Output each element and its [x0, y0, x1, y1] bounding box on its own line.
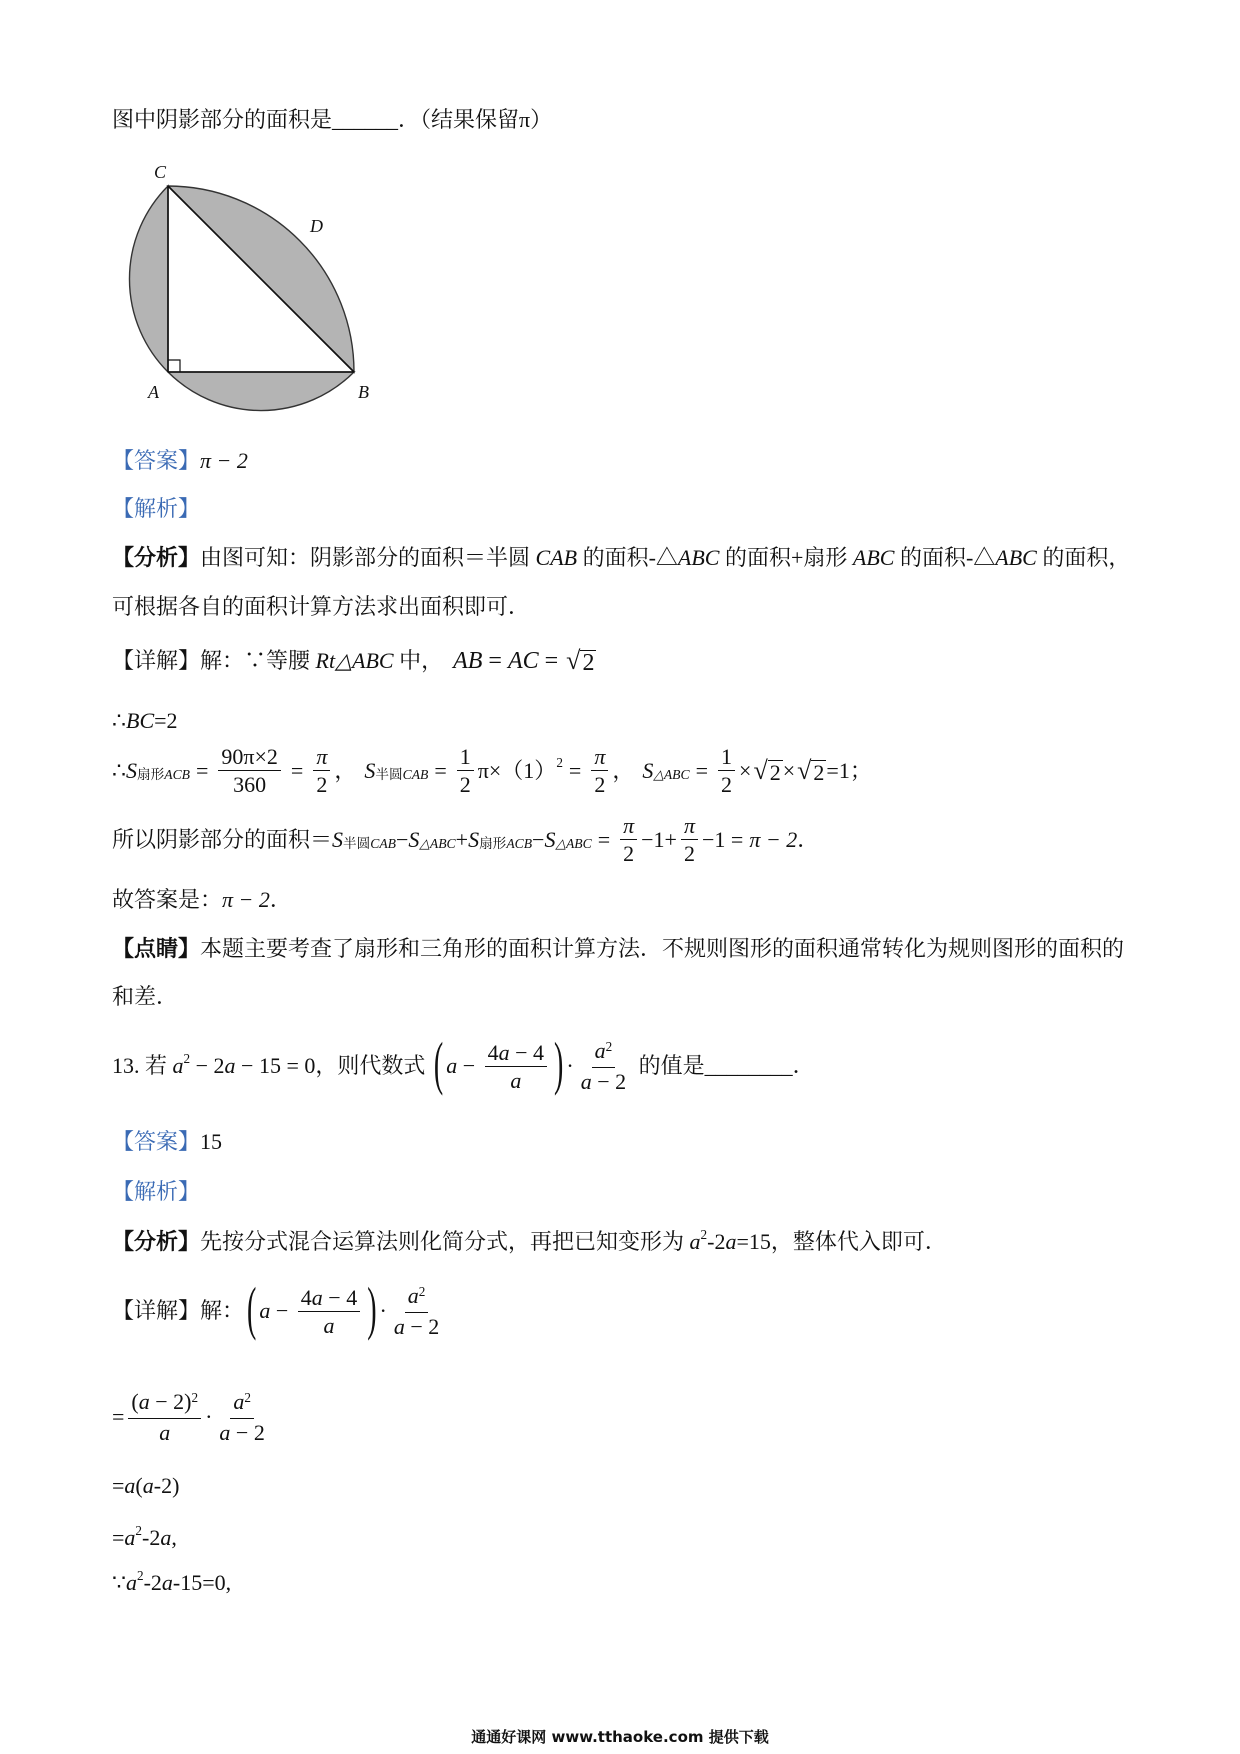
fenxi-text: 的面积+扇形	[719, 545, 853, 570]
dot-operator: ·	[566, 1053, 574, 1078]
exponent: 2	[183, 1050, 191, 1066]
math-text: (	[135, 1473, 143, 1498]
area-subscript: CAB	[370, 835, 396, 851]
math-var: ABC	[852, 545, 895, 570]
radical-sign: √	[797, 755, 812, 785]
math-var: a	[498, 1039, 510, 1065]
dianjing-tag: 【点睛】	[112, 936, 201, 961]
numerator: π	[313, 743, 330, 771]
math-text: -2)	[153, 1473, 180, 1498]
xiangjie-text: 中，	[393, 648, 444, 673]
math-var: ABC	[995, 545, 1037, 570]
math-text: − 15 = 0	[235, 1053, 316, 1078]
xiangjie-lead: 解：	[200, 1298, 245, 1323]
left-paren: (	[247, 1277, 257, 1343]
jiexi-tag: 【解析】	[112, 1179, 201, 1204]
q13-fenxi-row	[112, 1228, 947, 1256]
math-text: -2	[143, 1570, 162, 1595]
math-var: a	[138, 1389, 150, 1414]
exponent: 2	[135, 1522, 143, 1538]
numerator	[485, 1039, 547, 1067]
numerator	[128, 1388, 201, 1419]
numerator: π	[620, 812, 637, 840]
numerator: 90π×2	[218, 743, 281, 771]
fraction	[485, 1039, 547, 1094]
equals: =	[112, 1473, 125, 1498]
fraction	[218, 743, 281, 798]
radical-sign: √	[753, 755, 768, 785]
radicand: 2	[582, 650, 595, 676]
area-subscript: 半圆	[375, 766, 403, 782]
math-text: -2	[707, 1229, 726, 1254]
q12-dianjing-row	[112, 935, 1124, 963]
radicand: 2	[769, 759, 781, 785]
numerator: 1	[718, 743, 735, 771]
math-var: a	[725, 1229, 737, 1254]
equals: =	[112, 1525, 125, 1550]
shadow-text: 所以阴影部分的面积＝	[112, 826, 333, 852]
numerator	[230, 1388, 254, 1419]
equals: =	[568, 757, 582, 783]
right-paren: )	[554, 1032, 564, 1098]
dot-operator: ·	[379, 1298, 387, 1323]
plus: +	[455, 826, 469, 852]
result-value: π − 2	[749, 826, 798, 852]
denominator: 2	[623, 841, 635, 866]
fraction	[591, 743, 608, 798]
fenxi-text: 可根据各自的面积计算方法求出面积即可．	[112, 594, 531, 619]
fenxi-text: 先按分式混合运算法则化简分式，再把已知变形为	[200, 1229, 690, 1254]
therefore-sign: ∴	[112, 757, 126, 783]
fraction	[457, 743, 474, 798]
math-var: a	[161, 1570, 173, 1595]
q12-xiangjie-row	[112, 647, 596, 675]
area-subscript: △ABC	[419, 835, 456, 851]
exponent: 2	[418, 1283, 426, 1299]
conclusion-value: π − 2	[222, 887, 270, 912]
math-text: − 2	[190, 1053, 225, 1078]
math-var: a	[160, 1525, 172, 1550]
dianjing-text: 和差．	[112, 984, 179, 1009]
q12-conclusion-row	[112, 886, 292, 914]
q12-jiexi-row	[112, 495, 200, 523]
q13-answer-row	[112, 1128, 222, 1156]
area-symbol: S	[408, 826, 420, 852]
equals: =	[112, 1404, 125, 1429]
math-text: -15=0,	[172, 1570, 232, 1595]
q12-fenxi-row	[112, 544, 1130, 572]
stem-text: 的值是________．	[633, 1053, 815, 1078]
math-var: a	[580, 1069, 592, 1094]
radical-sign: √	[566, 646, 581, 675]
fraction	[216, 1388, 267, 1446]
math-text: 4	[487, 1039, 499, 1065]
fraction	[391, 1282, 442, 1340]
minus: −	[270, 1298, 294, 1323]
area-symbol: S	[544, 826, 556, 852]
denominator	[216, 1419, 267, 1446]
area-symbol: S	[126, 757, 137, 783]
q13-step1	[112, 1388, 272, 1446]
equals: =	[695, 757, 709, 783]
denominator	[578, 1068, 629, 1095]
denominator: 2	[721, 772, 733, 797]
minus: −	[532, 826, 545, 852]
fraction	[620, 812, 637, 867]
numerator: π	[591, 743, 608, 771]
jiexi-tag: 【解析】	[112, 496, 201, 521]
fenxi-tag: 【分析】	[112, 545, 201, 570]
denominator: 2	[683, 841, 695, 866]
area-symbol: S	[332, 826, 344, 852]
fenxi-text: 的面积-△	[894, 545, 996, 570]
period: ．	[797, 826, 820, 852]
because-sign: ∵	[112, 1570, 126, 1595]
page-footer: 通通好课网 www.tthaoke.com 提供下载	[471, 1728, 769, 1746]
area-subscript: CAB	[402, 766, 429, 782]
math-op: =	[538, 648, 565, 674]
dianjing-text: 本题主要考查了扇形和三角形的面积计算方法．不规则图形的面积通常转化为规则图形的面积的	[200, 936, 1125, 961]
q12-stem-text: 图中阴影部分的面积是______．（结果保留π）	[112, 107, 553, 132]
denominator: 2	[316, 772, 328, 797]
fraction	[578, 1037, 629, 1095]
answer-tag: 【答案】	[112, 448, 201, 473]
math-var: a	[689, 1229, 701, 1254]
radicand: 2	[813, 759, 825, 785]
math-var: a	[219, 1420, 231, 1445]
equals: =	[290, 757, 304, 783]
minus: −	[396, 826, 409, 852]
math-text: π×（1）	[477, 757, 557, 783]
denominator: 2	[594, 772, 606, 797]
q12-areas-row	[112, 743, 872, 798]
math-text: =1；	[826, 757, 872, 783]
math-var: Rt△ABC	[315, 648, 394, 673]
fenxi-text: 由图可知：阴影部分的面积＝半圆	[200, 545, 536, 570]
exponent: 2	[244, 1389, 251, 1405]
numerator	[405, 1282, 429, 1313]
dot-operator: ·	[205, 1404, 213, 1429]
math-text: (	[131, 1389, 139, 1414]
answer-value: π − 2	[200, 448, 248, 473]
fenxi-text: 的面积-△	[577, 545, 678, 570]
question-number: 13. 若	[112, 1053, 173, 1078]
comma: ，	[334, 757, 357, 783]
math-text: − 2	[591, 1069, 627, 1094]
exponent: 2	[700, 1226, 708, 1242]
fraction	[298, 1284, 360, 1339]
math-text: =2	[154, 708, 178, 733]
therefore-sign: ∴	[112, 708, 126, 733]
numerator: π	[681, 812, 698, 840]
q13-jiexi-row	[112, 1178, 200, 1206]
math-text: − 2	[230, 1420, 265, 1445]
area-subscript: 半圆	[343, 835, 371, 851]
math-var: a	[311, 1284, 323, 1310]
q13-step2	[112, 1472, 179, 1500]
math-op: =	[482, 648, 508, 674]
area-symbol: S	[364, 757, 376, 783]
area-symbol: S	[468, 826, 480, 852]
math-text: −1+	[641, 826, 677, 852]
comma: ，	[612, 757, 635, 783]
numerator	[592, 1037, 616, 1068]
numerator	[298, 1284, 360, 1312]
numerator: 1	[457, 743, 474, 771]
math-text: 4	[300, 1284, 312, 1310]
fraction	[718, 743, 735, 798]
denominator: 360	[233, 772, 267, 797]
fraction	[313, 743, 330, 798]
math-text: − 2	[404, 1314, 440, 1339]
period: ．	[269, 887, 292, 912]
math-var: a	[172, 1053, 184, 1078]
math-var: a	[446, 1053, 458, 1078]
math-text: − 2)	[149, 1389, 192, 1414]
math-var: AC	[507, 648, 539, 674]
area-subscript: △ABC	[653, 766, 690, 782]
math-text: ,	[171, 1525, 177, 1550]
fraction	[681, 812, 698, 867]
math-text: − 4	[509, 1039, 545, 1065]
label-b: B	[358, 382, 369, 402]
denominator: a	[159, 1420, 171, 1445]
area-subscript: ACB	[506, 835, 533, 851]
math-text: − 4	[322, 1284, 358, 1310]
math-var: a	[142, 1473, 154, 1498]
triangle-semicircle-sector-figure	[110, 160, 390, 430]
math-var: a	[126, 1570, 137, 1595]
area-symbol: S	[642, 757, 654, 783]
math-var: a	[124, 1473, 136, 1498]
exponent: 2	[191, 1389, 199, 1405]
label-d: D	[310, 216, 323, 236]
area-subscript: ACB	[164, 766, 190, 782]
right-paren: )	[367, 1277, 377, 1343]
label-a: A	[148, 382, 159, 402]
q12-shadow-row	[112, 812, 819, 867]
q13-step3	[112, 1524, 177, 1552]
label-c: C	[154, 162, 167, 182]
math-var: a	[233, 1389, 245, 1414]
math-var: a	[124, 1525, 136, 1550]
fraction	[128, 1388, 201, 1446]
denominator	[391, 1313, 442, 1340]
q13-xiangjie-row	[112, 1277, 446, 1343]
math-var: a	[594, 1038, 606, 1063]
fenxi-text: 的面积，	[1036, 545, 1131, 570]
fenxi-text: =15，整体代入即可．	[736, 1229, 947, 1254]
minus: −	[457, 1053, 481, 1078]
area-subscript: 扇形	[479, 835, 507, 851]
q13-stem	[112, 1032, 815, 1098]
fenxi-tag: 【分析】	[112, 1229, 201, 1254]
xiangjie-tag: 【详解】	[112, 648, 201, 673]
math-var: BC	[126, 708, 155, 733]
area-subscript: △ABC	[555, 835, 592, 851]
q12-dianjing-line2	[112, 983, 178, 1011]
conclusion-text: 故答案是：	[112, 887, 223, 912]
stem-text: ，则代数式	[315, 1053, 431, 1078]
math-text: −1 =	[702, 826, 744, 852]
times: ×	[739, 757, 752, 783]
xiangjie-tag: 【详解】	[112, 1298, 201, 1323]
q12-bc-row	[112, 707, 178, 735]
q12-stem	[112, 106, 552, 134]
math-text: -2	[142, 1525, 161, 1550]
answer-tag: 【答案】	[112, 1129, 201, 1154]
denominator: 2	[459, 772, 471, 797]
equals: =	[434, 757, 447, 783]
q13-step4	[112, 1569, 231, 1597]
equals: =	[195, 757, 209, 783]
math-var: a	[393, 1314, 405, 1339]
math-var: CAB	[535, 545, 578, 570]
exponent: 2	[137, 1567, 144, 1583]
q12-fenxi-line2	[112, 593, 530, 621]
exponent: 2	[556, 755, 563, 771]
math-var: AB	[453, 648, 483, 674]
math-var: a	[259, 1298, 271, 1323]
denominator: a	[510, 1067, 522, 1093]
xiangjie-text: 解：∵等腰	[200, 648, 316, 673]
right-angle-mark	[168, 360, 180, 372]
equals: =	[597, 826, 611, 852]
math-var: ABC	[677, 545, 720, 570]
answer-value: 15	[200, 1129, 223, 1154]
times: ×	[782, 757, 796, 783]
q12-answer-row	[112, 447, 248, 475]
area-subscript: 扇形	[137, 766, 165, 782]
math-var: a	[224, 1053, 236, 1078]
math-var: a	[407, 1283, 419, 1308]
denominator: a	[323, 1312, 335, 1338]
left-paren: (	[433, 1032, 444, 1098]
exponent: 2	[605, 1038, 613, 1054]
